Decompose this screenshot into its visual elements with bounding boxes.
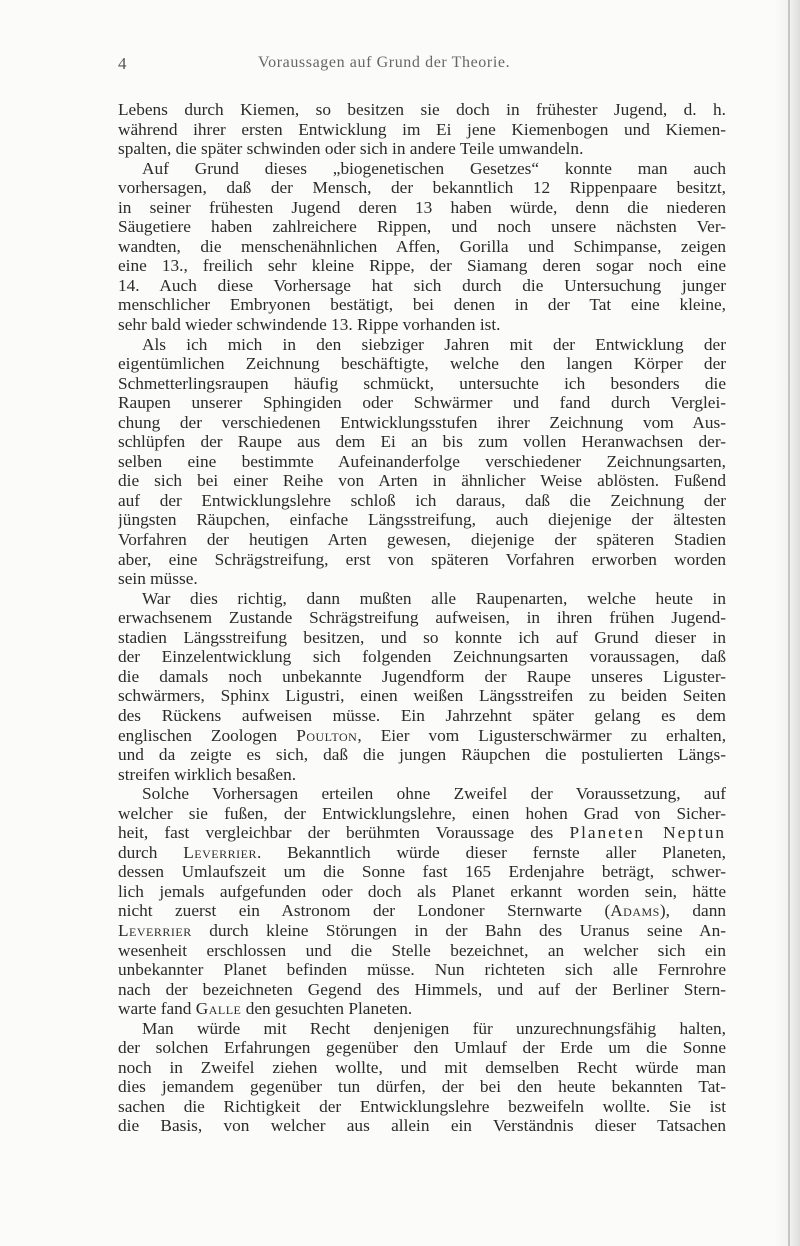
text-line: auf der Entwicklungslehre schloß ich daraus, daß die Zeichnung der [118, 490, 726, 510]
text-line [118, 843, 726, 863]
text-line [118, 921, 726, 941]
page-number: 4 [118, 54, 127, 73]
emphasis-planeten-neptun: Planeten Neptun [569, 823, 726, 843]
text-line: streifen wirklich besaßen. [118, 764, 297, 784]
text-line: sachen die Richtigkeit der Entwicklungslehre bezweifeln wollte. Sie ist [118, 1096, 726, 1116]
text-segment: den gesuchten Planeten. [241, 999, 413, 1019]
person-name-galle: Galle [195, 999, 242, 1019]
text-line: War dies richtig, dann mußten alle Raupenarten, welche heute in [142, 588, 726, 608]
text-line: Lebens durch Kiemen, so besitzen sie doch in frühester Jugend, d. h. [118, 100, 726, 119]
text-line: sehr bald wieder schwindende 13. Rippe vorhanden ist. [118, 315, 501, 335]
text-line: dies jemandem gegenüber tun dürfen, der bei den heute bekannten Tat- [118, 1077, 726, 1097]
text-line: während ihrer ersten Entwicklung im Ei jene Kiemenbogen und Kiemen- [118, 119, 726, 139]
body-text [118, 100, 726, 1136]
text-segment: , Eier vom Ligusterschwärmer zu erhalten, [357, 725, 726, 745]
text-line: menschlicher Embryonen bestätigt, bei denen in der Tat eine kleine, [118, 295, 726, 315]
text-line: sein müsse. [118, 569, 198, 589]
text-segment: durch [118, 842, 158, 862]
text-line: eigentümlichen Zeichnung beschäftigte, welche den langen Körper der [118, 354, 726, 374]
person-name-adams: Adams [610, 901, 660, 921]
text-line: schwärmers, Sphinx Ligustri, einen weißen Längsstreifen zu beiden Seiten [118, 686, 726, 706]
text-line: in seiner frühesten Jugend deren 13 haben würde, denn die niederen [118, 197, 726, 217]
text-line: Schmetterlingsraupen häufig schmückt, untersuchte ich besonders die [118, 373, 726, 393]
text-line [118, 726, 726, 746]
text-segment: englischen Zoologen [118, 725, 278, 745]
text-line [118, 999, 726, 1019]
text-line: vorhersagen, daß der Mensch, der bekanntlich 12 Rippenpaare besitzt, [118, 178, 726, 198]
text-line: eine 13., freilich sehr kleine Rippe, der Siamang deren sogar noch eine [118, 256, 726, 276]
text-line: dessen Umlaufszeit um die Sonne fast 165 Erdenjahre beträgt, schwer- [118, 862, 726, 882]
text-line: Säugetiere haben zahlreichere Rippen, und noch unsere nächsten Ver- [118, 217, 726, 237]
text-line: selben eine bestimmte Aufeinanderfolge verschiedener Zeichnungsarten, [118, 451, 726, 471]
text-line: die damals noch unbekannte Jugendform der Raupe unseres Liguster- [118, 666, 726, 686]
text-line: erwachsenem Zustande Schrägstreifung aufweisen, in ihren frühen Jugend- [118, 608, 726, 628]
text-line: Als ich mich in den siebziger Jahren mit der Entwicklung der [142, 334, 726, 354]
text-line: schlüpfen der Raupe aus dem Ei an bis zum vollen Heranwachsen der- [118, 432, 726, 452]
running-head: Voraussagen auf Grund der Theorie. [258, 54, 511, 71]
text-line: der Einzelentwicklung sich folgenden Zeichnungsarten voraussagen, daß [118, 647, 726, 667]
text-line: der solchen Erfahrungen gegenüber den Umlauf der Erde um die Sonne [118, 1038, 726, 1058]
text-line [118, 823, 726, 843]
text-line: die Basis, von welcher aus allein ein Verständnis dieser Tatsachen [118, 1116, 726, 1136]
text-line: nach der bezeichneten Gegend des Himmels, und auf der Berliner Stern- [118, 979, 726, 999]
text-segment: ), dann [659, 901, 726, 921]
text-line: Auf Grund dieses „biogenetischen Gesetzes“ konnte man auch [142, 158, 726, 178]
text-segment: durch kleine Störungen in der Bahn des Uranus seine An- [191, 920, 726, 940]
text-line: und da zeigte es sich, daß die jungen Räupchen die postulierten Längs- [118, 745, 726, 765]
text-line: stadien Längsstreifung besitzen, und so konnte ich auf Grund dieser in [118, 627, 726, 647]
page-edge-line [788, 0, 790, 1246]
page-edge-shadow [774, 0, 800, 1246]
text-line: aber, eine Schrägstreifung, erst von späteren Vorfahren erworben worden [118, 549, 726, 569]
text-line: lich jemals aufgefunden oder doch als Planet erkannt worden sein, hätte [118, 881, 726, 901]
person-name-leverrier: Leverrier [183, 842, 257, 862]
text-line: 14. Auch diese Vorhersage hat sich durch die Untersuchung junger [118, 275, 726, 295]
text-line: welcher sie fußen, der Entwicklungslehre, einen hohen Grad von Sicher- [118, 803, 726, 823]
text-line: Raupen unserer Sphingiden oder Schwärmer und fand durch Verglei- [118, 393, 726, 413]
text-line: des Rückens aufweisen müsse. Ein Jahrzehnt später gelang es dem [118, 705, 726, 725]
text-line: Solche Vorhersagen erteilen ohne Zweifel der Voraussetzung, auf [142, 784, 726, 804]
text-line: noch in Zweifel ziehen wollte, und mit demselben Recht würde man [118, 1057, 726, 1077]
text-line: spalten, die später schwinden oder sich in andere Teile umwandeln. [118, 139, 584, 159]
text-segment: heit, fast vergleichbar der berühmten Voraussage des [118, 823, 554, 843]
text-line: die sich bei einer Reihe von Arten in ähnlicher Weise ablösten. Fußend [118, 471, 726, 491]
person-name-poulton: Poulton [296, 725, 358, 745]
text-line: wandten, die menschenähnlichen Affen, Gorilla und Schimpanse, zeigen [118, 236, 726, 256]
page-header [118, 54, 718, 80]
text-line: Vorfahren der heutigen Arten gewesen, diejenige der späteren Stadien [118, 530, 726, 550]
text-line: wesenheit erschlossen und die Stelle bezeichnet, an welcher sich ein [118, 940, 726, 960]
person-name-leverrier: Leverrier [118, 920, 192, 940]
text-line [118, 901, 726, 921]
text-line: chung der verschiedenen Entwicklungsstufen ihrer Zeichnung vom Aus- [118, 412, 726, 432]
text-segment: warte fand [118, 999, 192, 1019]
text-line: unbekannter Planet befinden müsse. Nun richteten sich alle Fernrohre [118, 960, 726, 980]
text-segment: . Bekanntlich würde dieser fernste aller Planeten, [256, 842, 726, 862]
text-segment: nicht zuerst ein Astronom der Londoner Sternwarte ( [118, 901, 611, 921]
text-line: Man würde mit Recht denjenigen für unzurechnungsfähig halten, [142, 1018, 726, 1038]
text-line: jüngsten Räupchen, einfache Längsstreifung, auch diejenige der ältesten [118, 510, 726, 530]
